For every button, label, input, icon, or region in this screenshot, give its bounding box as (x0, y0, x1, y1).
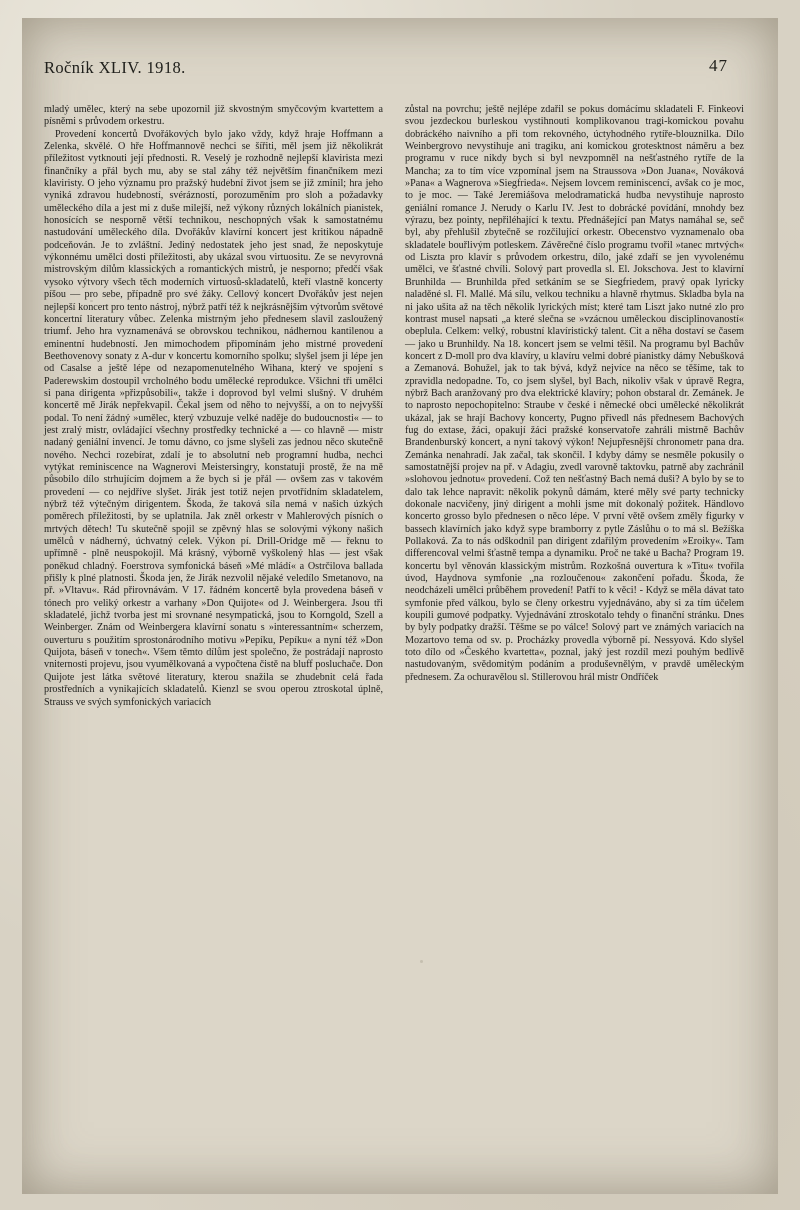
volume-title: Ročník XLIV. 1918. (44, 58, 186, 77)
column-right (405, 104, 744, 709)
paragraph: Provedení koncertů Dvořákových bylo jako vždy, když hraje Hoffmann a Zelenka, skvělé. O hře Hoffmannově nechci se šířiti, měl jsem již několikrát příležitost vytknouti její přednosti. R. Veselý je rozhodně nejlepší klavirista mezi finančníky a přál bych mu, aby se stal záhy též největším finančníkem mezi klaviristy. O jeho významu pro pražský hudební život jsem se již zmínil; hra jeho vyniká zdravou hudebností, svérázností, porozuměním pro sloh a požadavky uměleckého díla a jest mi z duše milejší, než výkony různých lokálních pianistek, honosících se nesporně větší technikou, neschopných však k samostatnému nastudování uměleckého díla. Dvořákův klavírní koncert jest kritikou nápadně podceňován. Je to zvláštní. Jediný nedostatek jeho jest snad, že neposkytuje výkonnému umělci dosti příležitosti, aby ukázal svou virtuositu. Ze se nevyrovná mistrovským dílům klassických a romantických mistrů, je nesporno; předčí však vysoko výtvory všech těch moderních virtuosů-skladatelů, kteří vlastně koncerty píšou — pro sebe, případně pro své žáky. Cellový koncert Dvořákův jest nejen nejlepší koncert pro tento nástroj, nýbrž patří též k nejkrásnějším výtvorům světové koncertní literatury vůbec. Zelenka mistrným jeho přednesem slavil zasloužený triumf. Jeho hra vyznamenává se obrovskou technikou, nádhernou kantilenou a eminentní hudebností. Jen mimochodem připomínám jeho mistrné provedení Beethovenovy sonaty z A-dur v koncertu komorního spolku; slyšel jsem ji lépe jen od Casalse a ještě lépe od nezapomenutelného Wihana, který ve spojení s Paderewskim dostoupil vrcholného bodu umělecké reprodukce. Všichni tři umělci si pana dirigenta »přizpůsobili«, takže i doprovod byl velmi slušný. V druhém koncertě mě Jirák nepřekvapil. Čekal jsem od něho to nejvyšší, a on to nejvyšší podal. To není žádný »umělec, který vzbuzuje velké naděje do budoucnosti« — to jest zralý mistr, ovládající všechny prostředky technické a — co hlavně — mistr nadaný geniální invencí. Je tomu dávno, co jsme slyšeli zas jednou něco skutečně nového. Nechci rozebírat, zdalí je to absolutní neb programní hudba, nechci vytýkat reminiscence na Wagnerovi Meistersingry, konstatuji prostě, že na mě působilo dílo strhujícím dojmem a že bych si je přál — ovšem zas v takovém provedení — co nejdříve slyšet. Jirák jest totiž nejen prvotřídním skladatelem, nýbrž též výtečným dirigentem. Škoda, že taková síla nemá v našich úzkých poměrech příležitosti, by se uplatnila. Jak zněl orkestr v Mahlerových písních o mrtvých dětech! Tu skutečně spojil se zpěvný hlas se solovými výkony našich umělců v nádherný, úchvatný celek. Výkon pí. Drill-Oridge mě — řeknu to upřímně - plně neuspokojil. Má krásný, výborně vyškolený hlas — jest však poněkud chladný. Foerstrova symfonická báseň »Mé mládí« a Ostrčilova ballada přišly k plné platnosti. Škoda jen, že Jirák nezvolil nějaké veledílo Smetanovo, na př. »Vltavu«. Rád přirovnávám. V 17. řádném koncertě byla provedena báseň v tónech pro veliký orkestr a varhany »Don Quijote« od J. Weinbergera. Jsou tři skladatelé, jichž tvorba jest mi srovnané nesympatická, jsou to Korngold, Szell a Weinberger. Znám od Weinbergera klavírní sonatu s »interessantním« scherzem, ouverturu s použitím sprostonárodního motivu »Pepíku, Pepíku« a nyní též »Don Quijota, báseň v tonech«. Všem těmto dílům jest společno, že postrádají naprosto vniternosti projevu, jsou vyumělkovaná a vypočtena čistě na bluff posluchače. Don Quijote jest látka světové literatury, kterou snažila se zhudebnit celá řada prostředních a vynikajících skladatelů. Kienzl se svou operou ztroskotal úplně, Strauss ve svých symfonických variacích (44, 128, 383, 708)
page-header (44, 58, 734, 84)
paragraph: mladý umělec, který na sebe upozornil již skvostným smyčcovým kvartettem a písněmi s průvodem orkestru. (44, 104, 383, 128)
column-left (44, 104, 383, 709)
paragraph: zůstal na povrchu; ještě nejlépe zdařil se pokus domácímu skladateli F. Finkeovi svou jezdeckou burleskou vystihnouti komplikovanou tragi-komickou povahu dobráckého naivního a při tom rekovného, úctyhodného rytíře-blouznilka. Dílo Weinbergrovo nevystihuje ani tragiku, ani komickou grotesktnost náměru a bez programu v ruce nikdy bych si byl nevzpomněl na nešťastného rytíře de la Mancha; za to tím více vzpomínal jsem na Straussova »Don Juana«, Nováková »Pana« a Wagnerova »Siegfrieda«. Nejsem lovcem reminiscencí, avšak co je moc, to je moc. — Také Jeremiášova melodramatická hudba nevystihuje naprosto geniální romance J. Nerudy o Karlu IV. Jest to dobrácké povídání, mnohdy bez výrazu, bez pointy, nepřiléhající k textu. Přednášející pan Matys namáhal se, seč byl, aby přehlušil zbytečně se rozčilující orkestr. Obecenstvo vyznamenalo oba skladatele bouřlivým potleskem. Závěrečné číslo programu tvořil »tanec mrtvých« od Liszta pro klavír s průvodem orkestru, dílo, jaké zdaří se jen vyvolenému umělci, ve šťastné chvíli. Solový part provedla sl. El. Jokschova. Jest to klavírní Brunhilda — Brunhilda před setkáním se se Siegfriedem, pravý opak lyricky naladěné sl. Fl. Mallé. Má sílu, velkou techniku a hlavně rhytmus. Skladba byla na ni jako ušita až na těch několik lyrických míst; které tam Liszt jako nutné zlo pro kontrast musel napsati „a které slečna se »vzácnou uměleckou disciplinovaností« obeplula. Celkem: velký, robustní klavíristický talent. Cit a něha dostaví se časem — jako u Brunhildy. Na 18. koncert jsem se velmi těšil. Na programu byl Bachův koncert z D-moll pro dva klavíry, u klavíru velmi dobré pianistky dámy Nebušková a Zemanová. Bohužel, jak to tak bývá, když nejvíce na něco se těšíme, tak to zpravidla nedopadne. To, co jsem slyšel, byl Bach, nikoliv však v úpravě Regra, nýbrž Bach aranžovaný pro dva elektrické klavíry; pohon obstaral dr. Zemánek. Je to naprosto nepochopitelno: Straube v české i německé obci umělecké několikrát ukázal, jak se hrají Bachovy koncerty, Pugno přivedl nás přednesem Bachových fug do extase, žáci, opakují žáci pražské konservatoře zahráli mistrně Bachův Brandenburský koncert, a nyní takový výkon! Nejupřesnější chronometr pana dra. Zemánka nenahradí. Jak začal, tak skončil. I kdyby dámy se nesměle pokusily o samostatnější projev na př. v Adagiu, zvedl varovně taktovku, patrně aby zachránil »slohovou jednotu« provedení. Což ten nešťastný Bach nemá duši? A bylo by se to dalo tak lehce napravit: několik pokynů dámám, které měly své party technicky dokonale nacvičeny, jiný dirigent a mohli jsme mít dokonalý požitek. Händlovo koncerto grosso bylo přednesen o něco lépe. V první větě ovšem změly figurky v bassech klavírních jako když sype bramborry z pytle Záslůhu o to má sl. Bežíška Pollaková. Za to nás odškodnil pan dirigent zdařilým provedením »Eroiky«. Tam differencoval velmi šťastně tempa a dynamiku. Proč ne také u Bacha? Program 19. koncertu byl věnován klassickým mistrům. Rozkošná ouvertura k »Titu« tvořila úvod, Haydnova symfonie „na rozloučenou« zakončení pořadu. Škoda, že neodcházeli umělci průběhem provedení! Patří to k věci! - Když se měla dávat tato symfonie před válkou, bylo se členy orkestru vyjednáváno, aby si za tím účelem koupili gumové podpatky. Vyjednávání ztroskotalo tehdy o finanční stránku. Dnes by byly podpatky dražší. Těšme se po válce! Solový part ve známých variacích na Mozartovo tema od sv. p. Procházky provedla výborně pí. Nessyová. Kdo slyšel toto dílo od »Českého kvartetta«, poznal, jaký jest rozdíl mezi pouhým bedlivě nastudovaným, svědomitým podáním a produševnělým, v pravdě uměleckým přednesem. Za ochuravělou sl. Stillerovou hrál mistr Ondříček (405, 104, 744, 683)
article-columns (44, 104, 744, 709)
page-number: 47 (709, 56, 728, 75)
